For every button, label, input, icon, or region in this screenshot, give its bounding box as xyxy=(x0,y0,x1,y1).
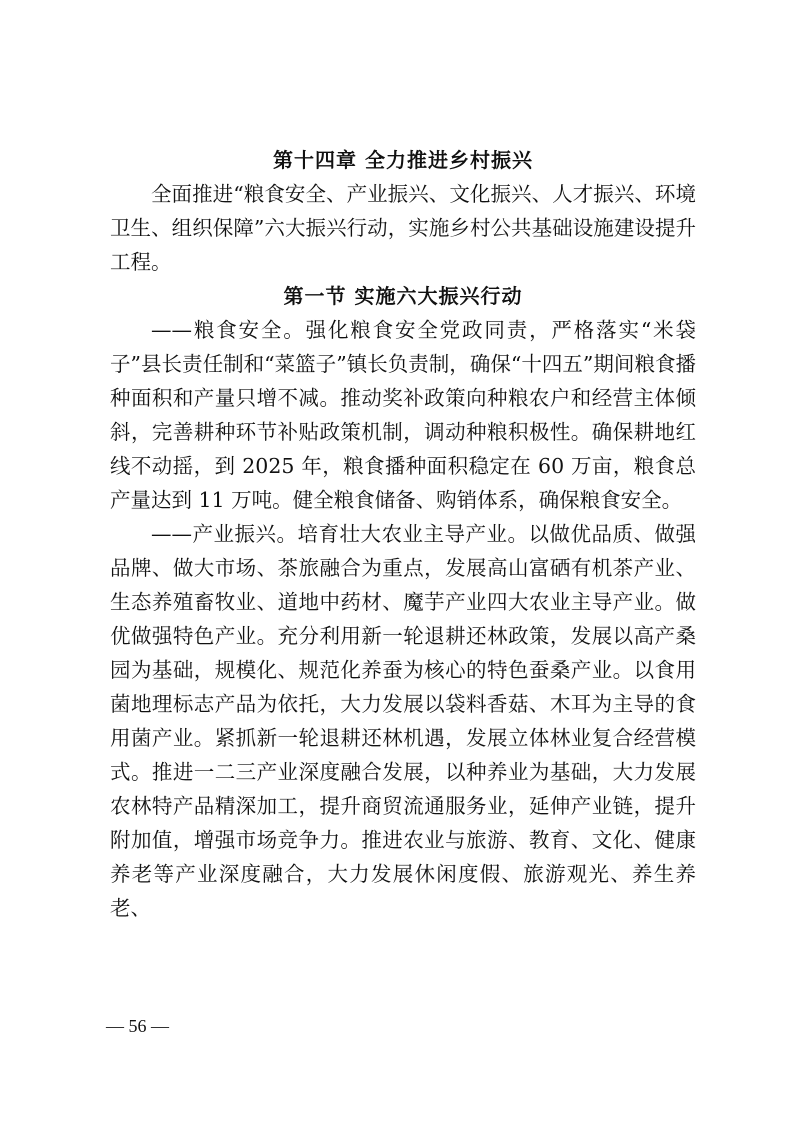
paragraph-industry-revitalization: ——产业振兴。培育壮大农业主导产业。以做优品质、做强品牌、做大市场、茶旅融合为重点，发展高山富硒有机茶产业、生态养殖畜牧业、道地中药材、魔芋产业四大农业主导产业。做优做强特色产业。充分利用新一轮退耕还林政策，发展以高产桑园为基础，规模化、规范化养蚕为核心的特色蚕桑产业。以食用菌地理标志产品为依托，大力发展以袋料香菇、木耳为主导的食用菌产业。紧抓新一轮退耕还林机遇，发展立体林业复合经营模式。推进一二三产业深度融合发展，以种养业为基础，大力发展农林特产品精深加工，提升商贸流通服务业，延伸产业链，提升附加值，增强市场竞争力。推进农业与旅游、教育、文化、健康养老等产业深度融合，大力发展休闲度假、旅游观光、养生养老、 xyxy=(110,522,696,920)
chapter-title: 第十四章 全力推进乡村振兴 xyxy=(273,148,533,172)
section-title: 第一节 实施六大振兴行动 xyxy=(283,284,523,308)
page-number: — 56 — xyxy=(106,1016,169,1036)
intro-paragraph: 全面推进“粮食安全、产业振兴、文化振兴、人才振兴、环境卫生、组织保障”六大振兴行动，实施乡村公共基础设施建设提升工程。 xyxy=(110,182,696,274)
paragraph-grain-security: ——粮食安全。强化粮食安全党政同责，严格落实“米袋子”县长责任制和“菜篮子”镇长负责制，确保“十四五”期间粮食播种面积和产量只增不减。推动奖补政策向种粮农户和经营主体倾斜，完善耕种环节补贴政策机制，调动种粮积极性。确保耕地红线不动摇，到 2025 年，粮食播种面积稳定在 60 万亩，粮食总产量达到 11 万吨。健全粮食储备、购销体系，确保粮食安全。 xyxy=(110,318,696,512)
document-page xyxy=(110,143,696,925)
